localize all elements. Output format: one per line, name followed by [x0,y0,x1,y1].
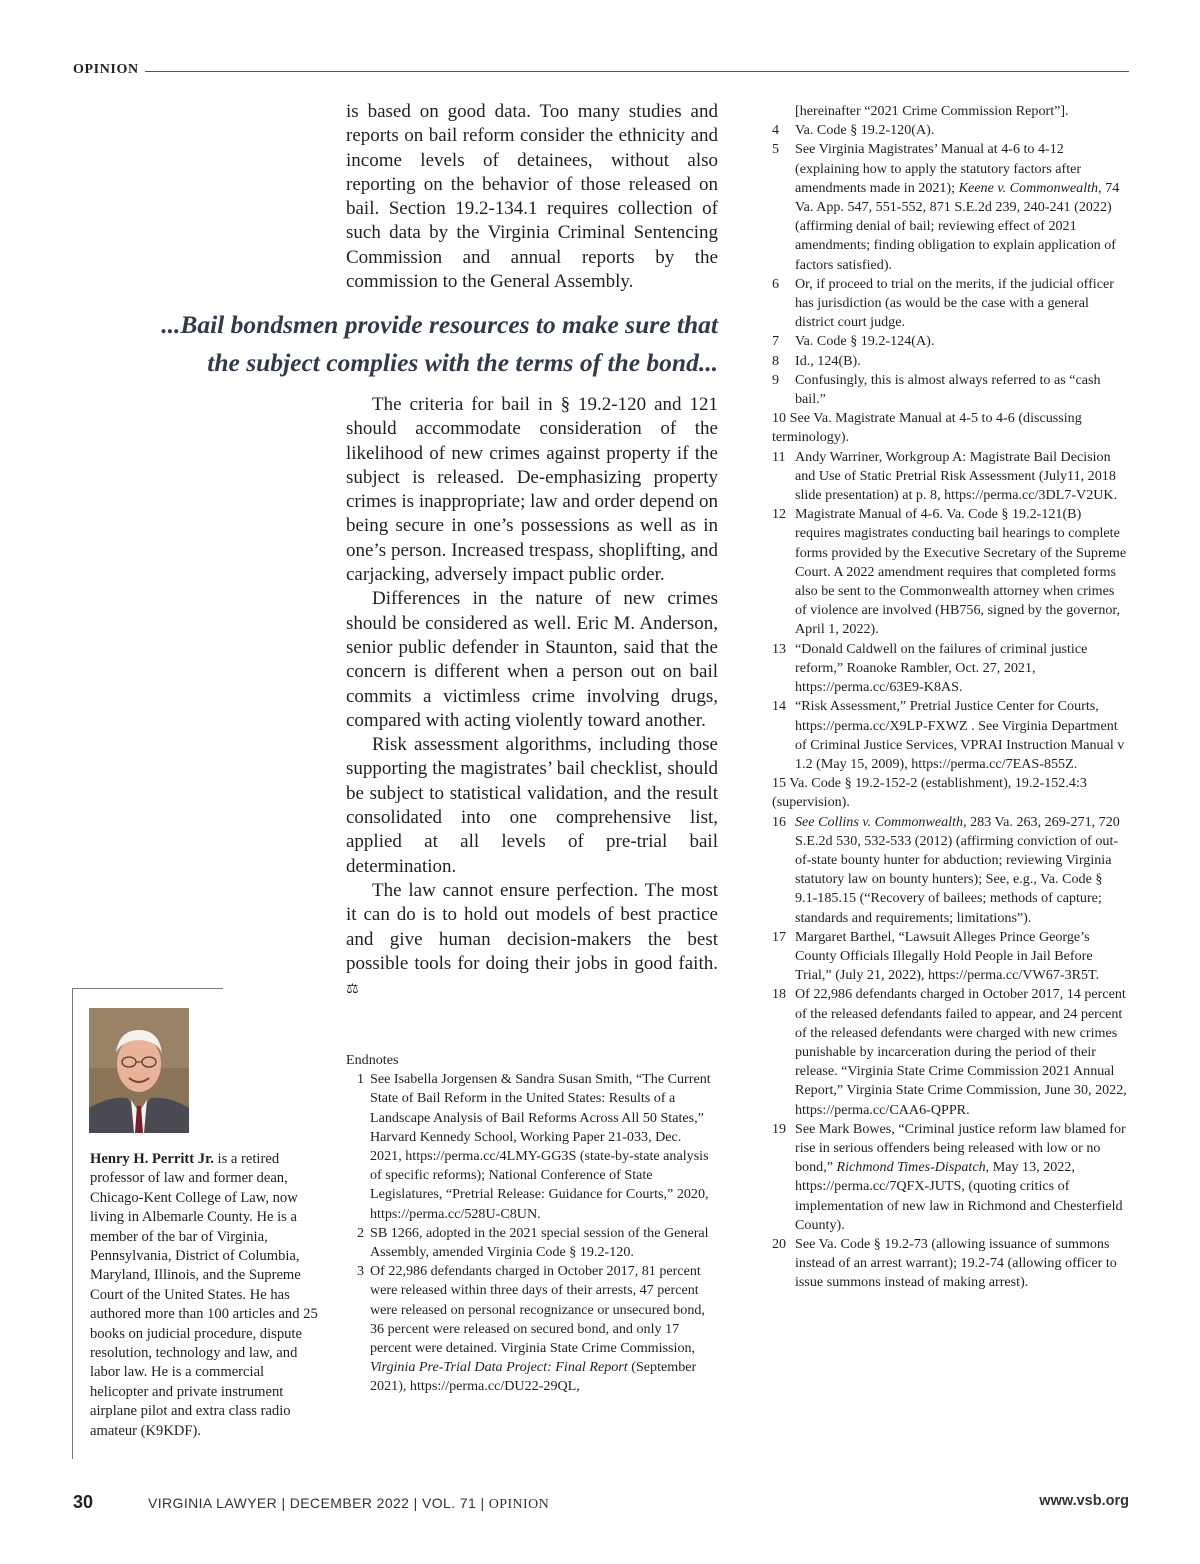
endnote: 10 See Va. Magistrate Manual at 4-5 to 4-6 (discussing terminology). [772,410,1082,446]
endnote: 19 See Mark Bowes, “Criminal justice reform law blamed for rise in serious offenders being released with low or no bond,” Richmond Times-Dispatch, May 13, 2022, https://perma.cc/7QFX-JUTS, (quoting critics of implementation of new law in Richmond and Chesterfield County). [772,1120,1126,1233]
closing-text: The law cannot ensure perfection. The most it can do is to hold out models of best practice and give human decision-makers the best possible tools for doing their jobs in good faith. [346,879,718,974]
footer-section: OPINION [488,1497,550,1512]
author-name: Henry H. Perritt Jr. [90,1151,214,1167]
endnote-continuation: [hereinafter “2021 Crime Commission Report”]. [795,103,1069,119]
endnote: 8 Id., 124(B). [772,352,861,369]
endnote: 5 See Virginia Magistrates’ Manual at 4-6 to 4-12 (explaining how to apply the statutory factors after amendments made in 2021); Keene v. Commonwealth, 74 Va. App. 547, 551-552, 871 S.E.2d 239, 240-241 (2022) (affirming denial of bail; reviewing effect of 2021 amendments; finding obligation to explain application of factors satisfied). [772,141,1120,273]
page-footer [73,1492,1129,1516]
endnotes-right-column [772,102,1128,1293]
end-mark-icon: ⚖ [346,981,359,998]
endnote: 3 Of 22,986 defendants charged in October 2017, 81 percent were released within three days of their arrests, 47 percent were released on personal recognizance or unsecured bond, 36 percent were released on secured bond, and only 17 percent were detained. Virginia State Crime Commission, Virginia Pre-Trial Data Project: Final Report (September 2021), https://perma.cc/DU22-29QL, [356,1263,705,1395]
endnote: 7 Va. Code § 19.2-124(A). [772,333,935,350]
endnotes-middle-column [346,1051,716,1397]
author-bio [90,1150,322,1441]
author-portrait-image [89,1008,189,1133]
endnote: 13 “Donald Caldwell on the failures of criminal justice reform,” Roanoke Rambler, Oct. 27, 2021, https://perma.cc/63E9-K8AS. [772,640,1088,696]
article-paragraph: Risk assessment algorithms, including those supporting the magistrates’ bail checklist, should be subject to statistical validation, and the result consolidated into one comprehensive list, applied at all levels of pre-trial bail determination. [346,734,718,877]
header-rule [73,71,1129,72]
endnote: 12 Magistrate Manual of 4-6. Va. Code § 19.2-121(B) requires magistrates conducting bail hearings to complete forms provided by the Executive Secretary of the Supreme Court. A 2022 amendment requires that completed forms also be sent to the Commonwealth attorney when crimes of violence are involved (HB756, signed by the governor, April 1, 2022). [772,506,1127,638]
endnote: 14 “Risk Assessment,” Pretrial Justice Center for Courts, https://perma.cc/X9LP-FXWZ . See Virginia Department of Criminal Justice Services, VPRAI Instruction Manual v 1.2 (May 15, 2009), https://perma.cc/7EAS-855Z. [772,698,1125,772]
endnote: 6 Or, if proceed to trial on the merits, if the judicial officer has jurisdiction (as would be the case with a general district court judge. [772,275,1114,331]
endnote: 18 Of 22,986 defendants charged in October 2017, 14 percent of the released defendants failed to appear, and 24 percent of the released defendants were charged with new crimes punishable by incarceration during the period of their release. “Virginia State Crime Commission 2021 Annual Report,” Virginia State Crime Commission, June 30, 2022, https://perma.cc/CAA6-QPPR. [772,986,1127,1118]
website-link[interactable]: www.vsb.org [1039,1493,1129,1509]
endnotes-heading: Endnotes [346,1052,399,1068]
pull-quote-line: the subject complies with the terms of the bond... [207,348,718,377]
endnote: 4 Va. Code § 19.2-120(A). [772,122,935,139]
endnote: 17 Margaret Barthel, “Lawsuit Alleges Prince George’s County Officials Illegally Hold People in Jail Before Trial,” (July 21, 2022), https://perma.cc/VW67-3R5T. [772,928,1100,984]
page-number: 30 [73,1492,94,1512]
publication-info: VIRGINIA LAWYER | DECEMBER 2022 | VOL. 71 | [148,1495,489,1511]
closing-paragraph [346,879,718,1001]
intro-paragraph: is based on good data. Too many studies and reports on bail reform consider the ethnicity and income levels of detainees, without also reporting on the behavior of those released on bail. Section 19.2-134.1 requires collection of such data by the Virginia Criminal Sentencing Commission and annual reports by the commission to the General Assembly. [346,101,718,293]
endnote: 15 Va. Code § 19.2-152-2 (establishment), 19.2-152.4:3 (supervision). [772,775,1087,811]
publication-line [148,1495,549,1513]
endnote: 1 See Isabella Jorgensen & Sandra Susan Smith, “The Current State of Bail Reform in the United States: Results of a Landscape Analysis of Bail Reforms Across All 50 States,” Harvard Kennedy School, Working Paper 21-033, Dec. 2021, https://perma.cc/4LMY-GG3S (state-by-state analysis of specific reforms); National Conference of State Legislatures, “Pretrial Release: Guidance for Courts,” 2020, https://perma.cc/528U-C8UN. [356,1071,711,1222]
pull-quote-line: ...Bail bondsmen provide resources to make sure that [161,310,718,339]
endnote: 2 SB 1266, adopted in the 2021 special session of the General Assembly, amended Virginia Code § 19.2-120. [356,1224,709,1261]
endnote: 9 Confusingly, this is almost always referred to as “cash bail.” [772,371,1101,408]
endnote: 11 Andy Warriner, Workgroup A: Magistrate Bail Decision and Use of Static Pretrial Risk Assessment (July11, 2018 slide presentation) at p. 8, https://perma.cc/3DL7-V2UK. [772,448,1118,504]
article-paragraph: The criteria for bail in § 19.2-120 and 121 should accommodate consideration of the likelihood of new crimes against property if the subject is released. De-emphasizing property crimes is inappropriate; law and order depend on being secure in one’s possessions as well as in one’s person. Increased trespass, shoplifting, and carjacking, adversely impact public order. [346,394,718,586]
endnote: 20 See Va. Code § 19.2-73 (allowing issuance of summons instead of an arrest warrant); 19.2-74 (allowing officer to issue summons instead of making arrest). [772,1235,1117,1291]
author-photo [89,1008,189,1133]
article-paragraph: Differences in the nature of new crimes should be considered as well. Eric M. Anderson, senior public defender in Staunton, said that the concern is different when a person out on bail commits a victimless crime involving drugs, compared with acting violently toward another. [346,588,718,731]
page-header [73,62,1129,82]
author-bio-text: is a retired professor of law and former dean, Chicago-Kent College of Law, now living in Albemarle County. He is a member of the bar of Virginia, Pennsylvania, District of Columbia, Maryland, Illinois, and the Supreme Court of the United States. He has authored more than 100 articles and 25 books on judicial procedure, dispute resolution, technology and law, and labor law. He is a commercial helicopter and private instrument airplane pilot and extra class radio amateur (K9KDF). [90,1151,318,1439]
pull-quote [100,306,718,382]
section-label: OPINION [73,62,145,78]
main-article-column [346,393,718,1001]
endnote: 16 See Collins v. Commonwealth, 283 Va. 263, 269-271, 720 S.E.2d 530, 532-533 (2012) (affirming conviction of out-of-state bounty hunter for abduction; reviewing Virginia statutory law on bounty hunters); See, e.g., Va. Code § 9.1-185.15 (“Recovery of bailees; methods of capture; standards and requirements; limitations”). [772,813,1120,926]
intro-column [346,100,718,294]
